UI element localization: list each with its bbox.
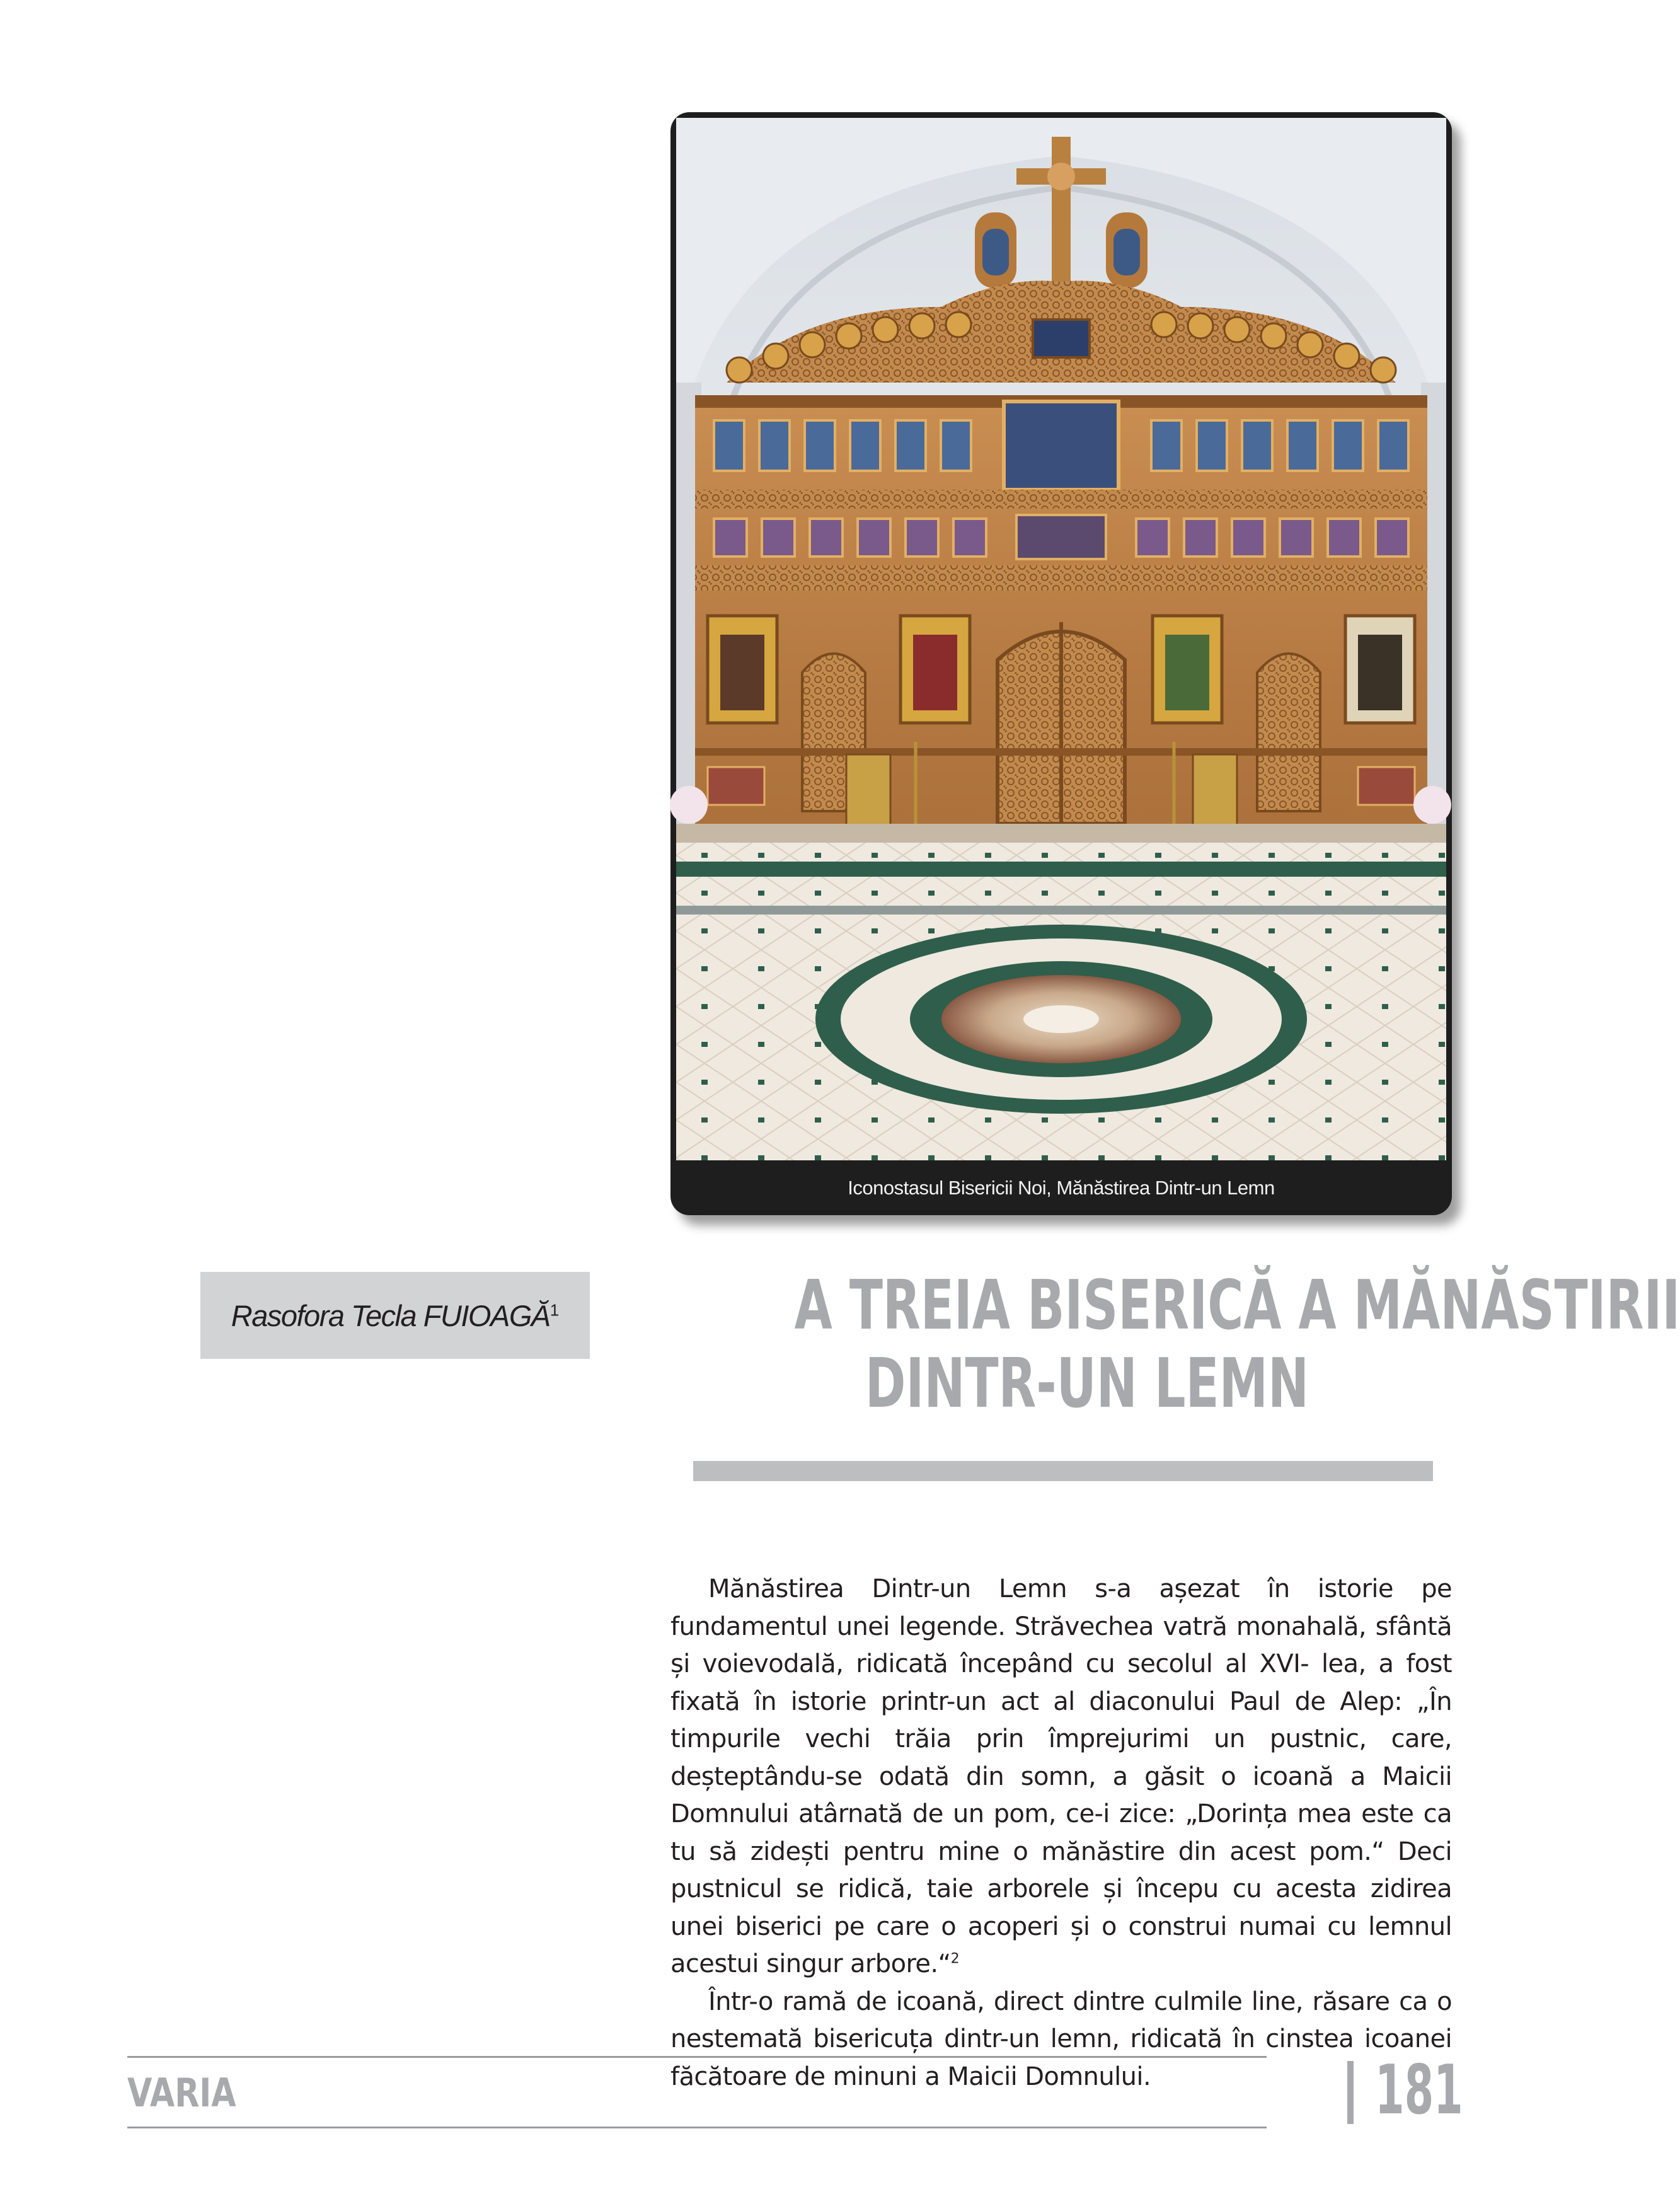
footer-rule-top: [127, 2056, 1267, 2058]
article-title-line-2: DINTR-UN LEMN: [865, 1344, 1309, 1423]
author-name: Rasofora Tecla FUIOAGĂ: [231, 1298, 550, 1332]
article-title: [794, 1266, 1680, 1423]
article-body: [670, 1571, 1452, 2096]
footer-section-label: VARIA: [127, 2070, 236, 2116]
photo-caption: Iconostasul Bisericii Noi, Mănăstirea Dintr-un Lemn: [848, 1176, 1275, 1199]
author-name-wrap: [231, 1298, 559, 1333]
iconostasis-photo: [676, 118, 1446, 1160]
author-footnote-ref: 1: [549, 1300, 560, 1319]
page-number: 181: [1375, 2051, 1463, 2130]
footer-rule-bottom: [127, 2127, 1267, 2128]
article-title-line-1: A TREIA BISERICĂ A MĂNĂSTIRII: [794, 1266, 1680, 1345]
page-number-separator: [1347, 2061, 1354, 2124]
paragraph-1-text: Mănăstirea Dintr-un Lemn s-a așezat în istorie pe fundamentul unei legende. Străvechea vatră monahală, sfântă și voievodală, ridicată începând cu secolul al XVI- lea, a fost fixată în istorie printr-un act al diaconului Paul de Alep: „În timpurile vechi trăia prin împrejurimi un pustnic, care, deșteptându-se odată din somn, a găsit o icoană a Maicii Domnului atârnată de un pom, ce-i zice: „Dorința mea este ca tu să zidești pentru mine o mănăstire din acest pom.“ Deci pustnicul se ridică, taie arborele și începu cu acesta zidirea unei biserici pe care o acoperi și o construi numai cu lemnul acestui singur arbore.“: [670, 1574, 1452, 1978]
footnote-ref-2: 2: [950, 1951, 960, 1967]
author-box: [200, 1272, 590, 1359]
title-underline-bar: [693, 1461, 1433, 1481]
paragraph-2: Într-o ramă de icoană, direct dintre culmile line, răsare ca o nestemată bisericuța dintr-un lemn, ridicată în cinstea icoanei făcătoare de minuni a Maicii Domnului.: [670, 1987, 1452, 2091]
iconostasis-photo-frame: [670, 112, 1452, 1215]
paragraph-1: [670, 1571, 1452, 1983]
